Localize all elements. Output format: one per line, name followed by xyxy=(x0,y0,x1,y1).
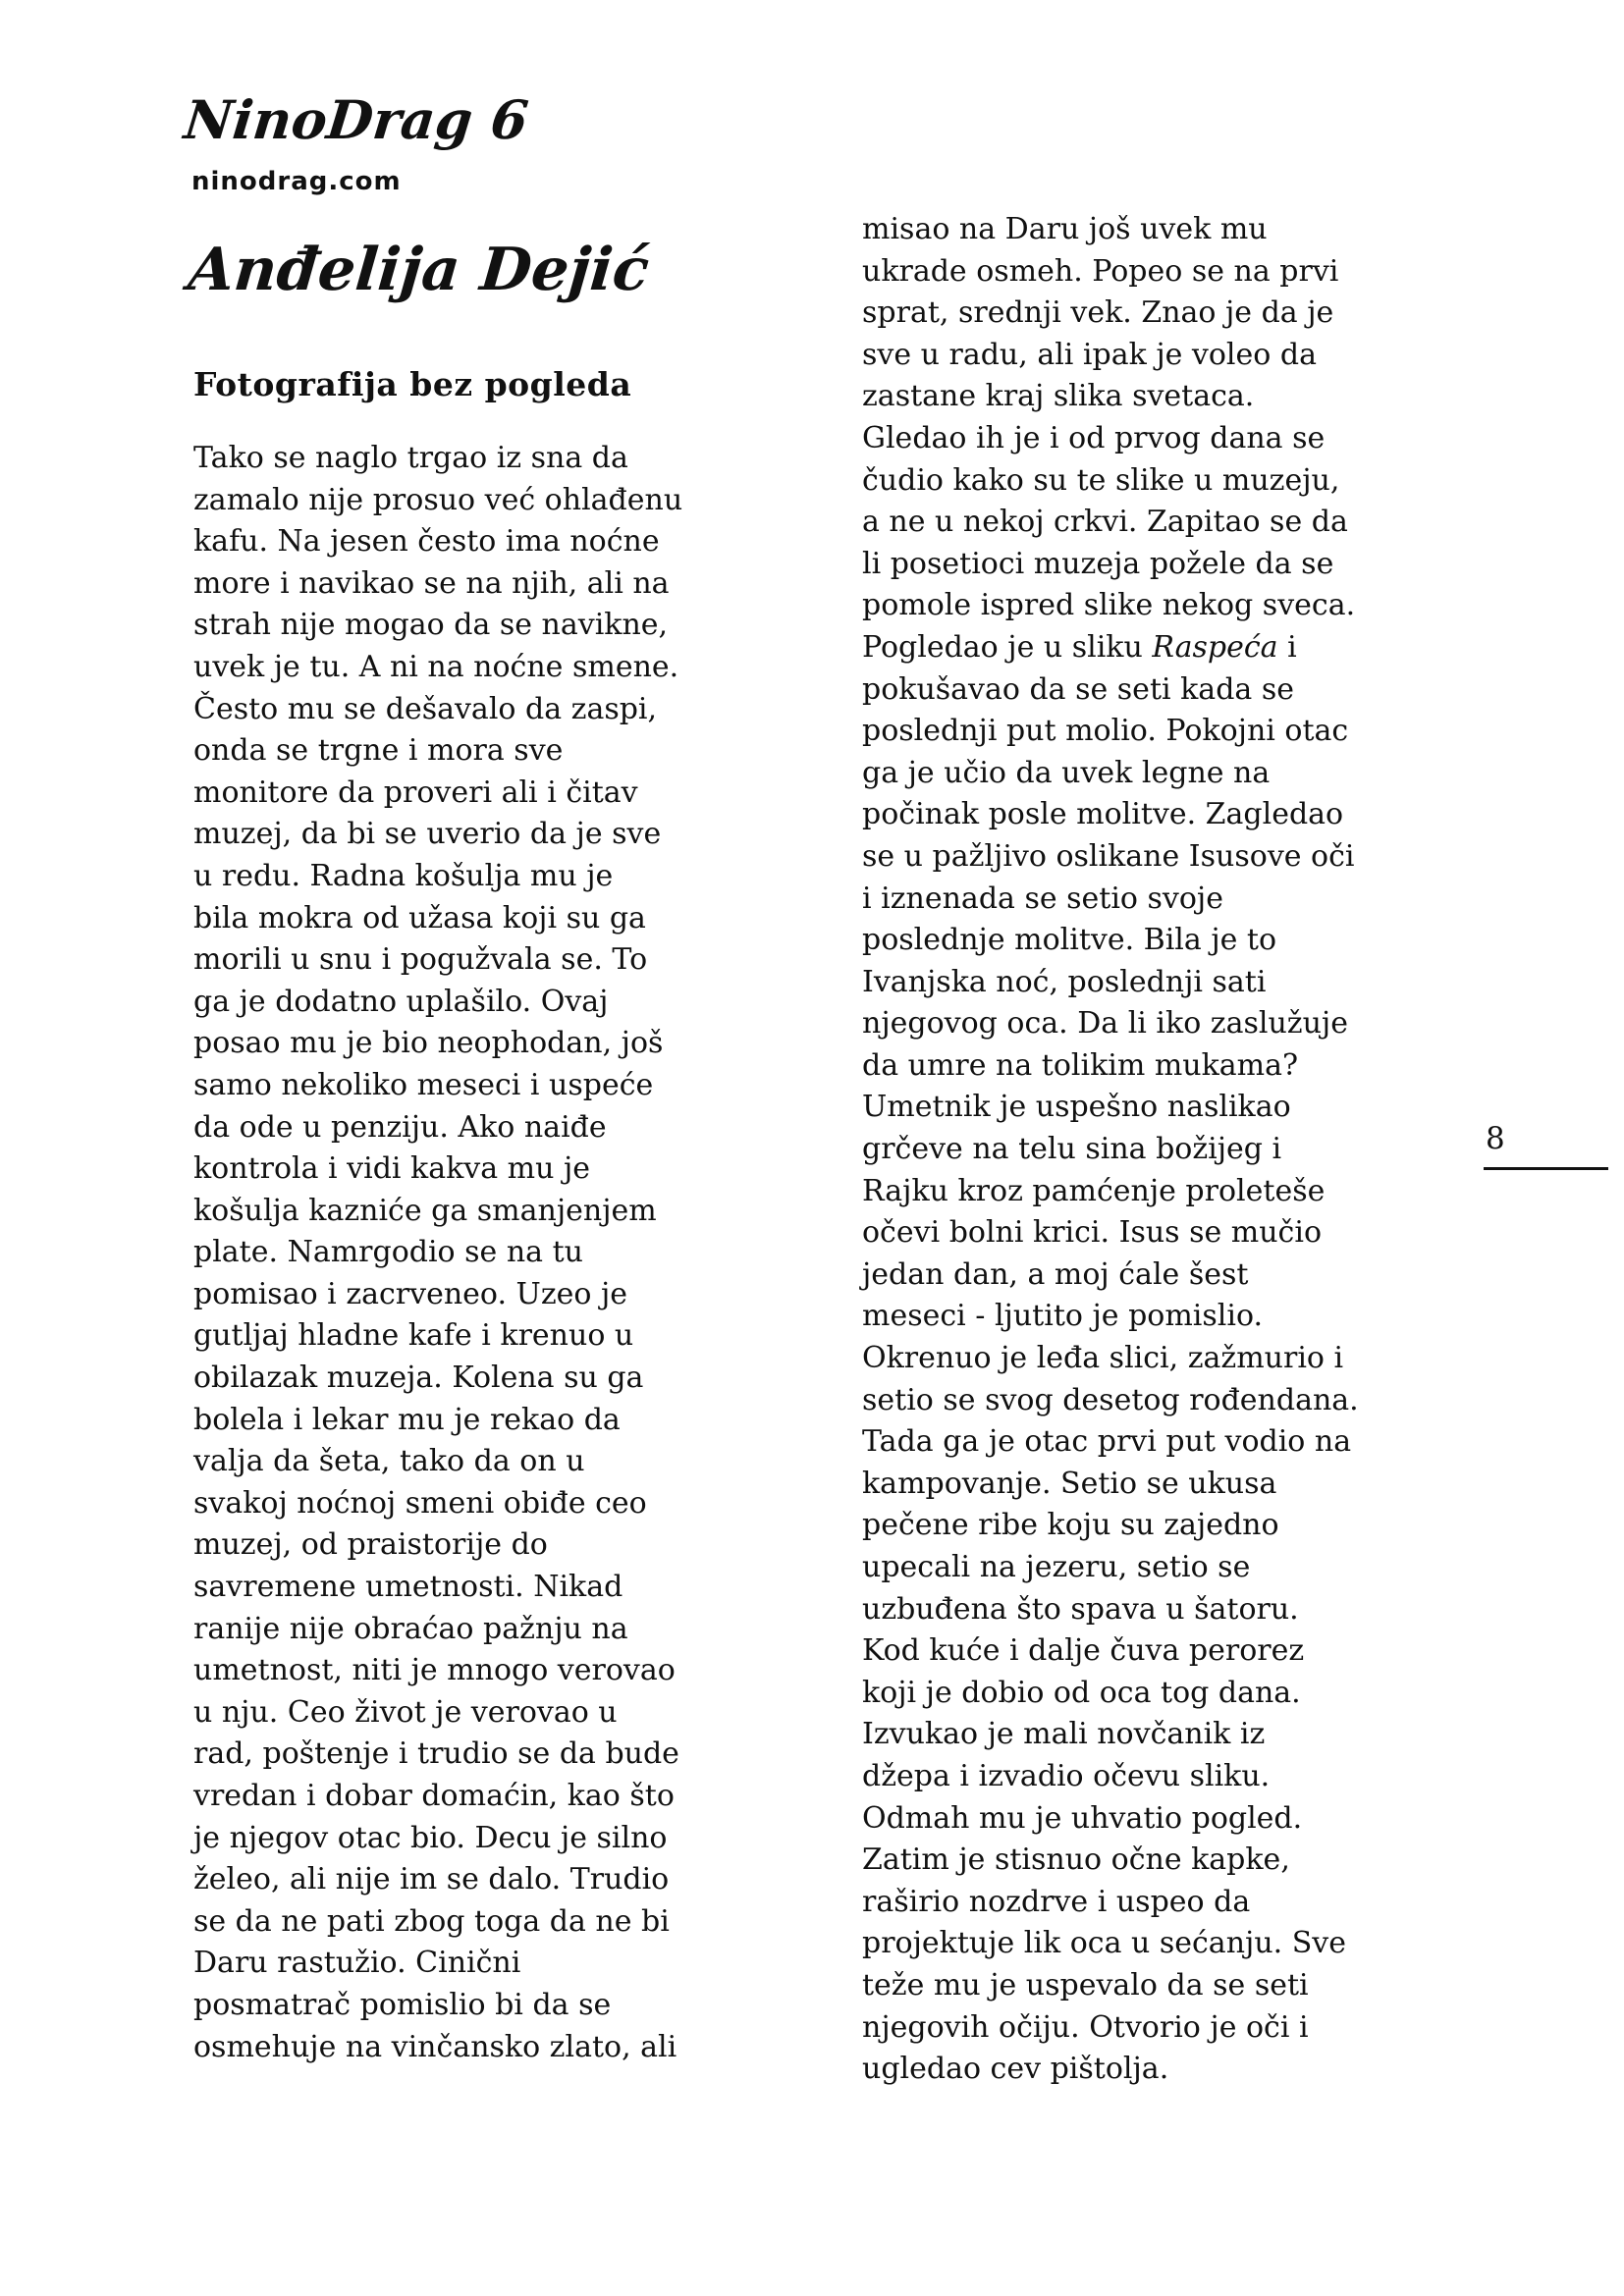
text-line: kampovanje. Setio se ukusa xyxy=(862,1466,1277,1501)
text-line: Zatim je stisnuo očne kapke, xyxy=(862,1842,1290,1878)
text-line: košulja kazniće ga smanjenjem xyxy=(193,1193,657,1228)
text-line: more i navikao se na njih, ali na xyxy=(193,565,670,601)
text-line: Okrenuo je leđa slici, zažmurio i xyxy=(862,1341,1344,1376)
text-line: bolela i lekar mu je rekao da xyxy=(193,1402,621,1437)
text-line: Tako se naglo trgao iz sna da xyxy=(193,441,628,475)
text-line: raširio nozdrve i uspeo da xyxy=(862,1884,1251,1919)
text-line: pomole ispred slike nekog sveca. xyxy=(862,588,1356,623)
text-line: u redu. Radna košulja mu je xyxy=(193,858,614,893)
text-line: u nju. Ceo život je verovao u xyxy=(193,1694,618,1730)
text-line: posmatrač pomislio bi da se xyxy=(193,1987,612,2022)
text-line: meseci - ljutito je pomislio. xyxy=(862,1299,1264,1334)
text-line: onda se trgne i mora sve xyxy=(193,733,564,769)
website-url: ninodrag.com xyxy=(191,167,402,196)
text-line: gutljaj hladne kafe i krenuo u xyxy=(193,1318,634,1354)
text-line: Rajku kroz pamćenje proleteše xyxy=(862,1173,1326,1208)
text-column-right xyxy=(862,209,1471,2091)
text-line: pomisao i zacrveneo. Uzeo je xyxy=(193,1276,628,1311)
text-line: strah nije mogao da se navikne, xyxy=(193,608,669,643)
text-line: savremene umetnosti. Nikad xyxy=(193,1570,623,1605)
text-line: počinak posle molitve. Zagledao xyxy=(862,797,1344,832)
text-line: ranije nije obraćao pažnju na xyxy=(193,1611,628,1646)
text-line: ga je dodatno uplašilo. Ovaj xyxy=(193,984,609,1019)
text-line: obilazak muzeja. Kolena su ga xyxy=(193,1361,644,1396)
text-line: se da ne pati zbog toga da ne bi xyxy=(193,1903,670,1939)
text-line: vredan i dobar domaćin, kao što xyxy=(193,1779,675,1813)
text-line: posao mu je bio neophodan, još xyxy=(193,1026,664,1061)
text-line: upecali na jezeru, setio se xyxy=(862,1550,1251,1584)
text-line: džepa i izvadio očevu sliku. xyxy=(862,1758,1271,1793)
text-line: ga je učio da uvek legne na xyxy=(862,755,1271,790)
text-line: čudio kako su te slike u muzeju, xyxy=(862,462,1340,498)
text-line: teže mu je uspevalo da se seti xyxy=(862,1967,1309,2002)
text-line: muzej, da bi se uverio da je sve xyxy=(193,817,662,852)
text-line: Odmah mu je uhvatio pogled. xyxy=(862,1800,1303,1836)
text-line: poslednje molitve. Bila je to xyxy=(862,923,1277,958)
text-line: ugledao cev pištolja. xyxy=(862,2052,1169,2087)
text-line: da ode u penziju. Ako naiđe xyxy=(193,1109,607,1145)
text-line: a ne u nekoj crkvi. Zapitao se da xyxy=(862,505,1348,540)
page-number-underline xyxy=(1484,1167,1608,1170)
text-line: uvek je tu. A ni na noćne smene. xyxy=(193,649,679,684)
text-line: očevi bolni krici. Isus se mučio xyxy=(862,1215,1323,1251)
text-line: se u pažljivo oslikane Isusove oči xyxy=(862,838,1355,874)
text-line: sve u radu, ali ipak je voleo da xyxy=(862,337,1317,372)
text-line: sprat, srednji vek. Znao je da je xyxy=(862,295,1334,331)
text-line: želeo, ali nije im se dalo. Trudio xyxy=(193,1862,670,1897)
text-line: Daru rastužio. Cinični xyxy=(193,1946,521,1981)
text-line: valja da šeta, tako da on u xyxy=(193,1444,585,1479)
text-column-left xyxy=(193,438,832,2068)
text-line: kafu. Na jesen često ima noćne xyxy=(193,524,660,560)
text-line: poslednji put molio. Pokojni otac xyxy=(862,714,1349,749)
text-line: zastane kraj slika svetaca. xyxy=(862,379,1255,414)
text-line: grčeve na telu sina božijeg i xyxy=(862,1132,1282,1167)
text-line: Umetnik je uspešno naslikao xyxy=(862,1090,1291,1125)
author-name: Anđelija Dejić xyxy=(185,236,652,304)
text-line: Izvukao je mali novčanik iz xyxy=(862,1717,1266,1752)
text-line: muzej, od praistorije do xyxy=(193,1527,548,1563)
text-line: zamalo nije prosuo već ohlađenu xyxy=(193,482,683,517)
text-line: Tada ga je otac prvi put vodio na xyxy=(862,1424,1352,1460)
text-line: samo nekoliko meseci i uspeće xyxy=(193,1067,654,1102)
text-line: Kod kuće i dalje čuva perorez xyxy=(862,1633,1305,1669)
text-line: plate. Namrgodio se na tu xyxy=(193,1235,583,1270)
text-line: kontrola i vidi kakva mu je xyxy=(193,1151,591,1187)
text-line: ukrade osmeh. Popeo se na prvi xyxy=(862,253,1339,289)
text-line: projektuje lik oca u sećanju. Sve xyxy=(862,1926,1346,1961)
text-line: Često mu se dešavalo da zaspi, xyxy=(193,691,658,726)
text-line: i iznenada se setio svoje xyxy=(862,881,1223,916)
publication-logo: NinoDrag 6 xyxy=(181,88,531,151)
text-line: Ivanjska noć, poslednji sati xyxy=(862,964,1267,999)
text-line: setio se svog desetog rođendana. xyxy=(862,1382,1359,1417)
text-line: pokušavao da se seti kada se xyxy=(862,671,1294,707)
text-line: da umre na tolikim mukama? xyxy=(862,1047,1299,1083)
text-line: koji je dobio od oca tog dana. xyxy=(862,1675,1301,1710)
text-line: Gledao ih je i od prvog dana se xyxy=(862,420,1326,455)
story-title: Fotografija bez pogleda xyxy=(193,365,632,403)
text-line: pečene ribe koju su zajedno xyxy=(862,1508,1279,1543)
text-line: rad, poštenje i trudio se da bude xyxy=(193,1736,679,1772)
text-line: jedan dan, a moj ćale šest xyxy=(862,1256,1249,1292)
text-line: uzbuđena što spava u šatoru. xyxy=(862,1591,1299,1627)
text-line: njegovog oca. Da li iko zaslužuje xyxy=(862,1006,1348,1041)
text-line: monitore da proveri ali i čitav xyxy=(193,774,638,810)
text-line: umetnost, niti je mnogo verovao xyxy=(193,1653,676,1688)
text-line: svakoj noćnoj smeni obiđe ceo xyxy=(193,1485,647,1521)
page-number: 8 xyxy=(1486,1121,1505,1156)
text-line: misao na Daru još uvek mu xyxy=(862,212,1268,246)
text-line: Pogledao je u sliku Raspeća i xyxy=(862,629,1297,665)
text-line: bila mokra od užasa koji su ga xyxy=(193,900,646,935)
text-line: osmehuje na vinčansko zlato, ali xyxy=(193,2029,677,2064)
text-line: morili u snu i pogužvala se. To xyxy=(193,942,648,978)
text-line: njegovih očiju. Otvorio je oči i xyxy=(862,2009,1309,2045)
text-line: je njegov otac bio. Decu je silno xyxy=(193,1820,668,1855)
text-line: li posetioci muzeja požele da se xyxy=(862,546,1334,581)
